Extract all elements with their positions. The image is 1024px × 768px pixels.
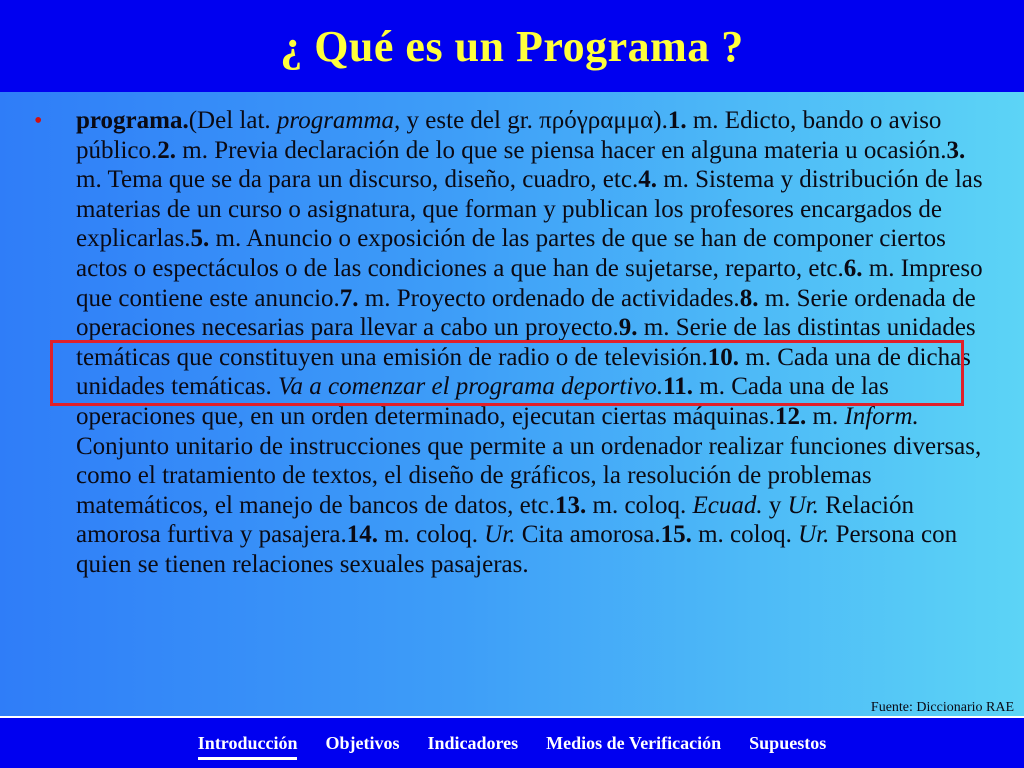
usage-example: Va a comenzar el programa deportivo. <box>278 373 664 401</box>
def-text: y este del gr. πρόγραμμα). <box>400 107 668 134</box>
def-text: m. coloq. <box>586 491 693 519</box>
sense-number: 2. <box>157 136 176 164</box>
def-text: Relación amorosa furtiva y pasajera. <box>76 491 914 549</box>
headword: programa. <box>76 107 189 134</box>
sense-number: 3. <box>946 136 966 164</box>
nav-link-objetivos[interactable]: Objetivos <box>325 733 400 753</box>
sense-number: 14. <box>346 521 378 549</box>
sense-number: 9. <box>618 314 638 342</box>
sense-number: 13. <box>555 491 587 519</box>
def-text: m. Sistema y distribución de las materias de un curso o asignatura, que forman y publican los profesores encargados de explicarlas. <box>76 166 983 253</box>
sense-number: 15. <box>660 521 692 549</box>
field-abbreviation: Inform. <box>844 402 919 430</box>
def-text: Cita amorosa. <box>515 521 661 549</box>
def-text: m. <box>806 402 845 430</box>
region-abbreviation: Ur. <box>787 491 819 519</box>
def-text: m. coloq. <box>691 521 799 549</box>
title-bar <box>0 0 1024 92</box>
sense-number: 4. <box>638 166 657 194</box>
def-text: m. Previa declaración de lo que se piensa hacer en alguna materia u ocasión. <box>176 136 947 164</box>
nav-link-indicadores[interactable]: Indicadores <box>427 733 519 753</box>
sense-number: 6. <box>843 254 863 282</box>
nav-link-medios-de-verificacion[interactable]: Medios de Verificación <box>546 733 722 753</box>
nav-bar <box>0 716 1024 768</box>
sense-number: 8. <box>739 284 759 312</box>
sense-number: 1. <box>667 107 687 134</box>
sense-number: 7. <box>339 284 359 312</box>
latin-term: programma, <box>276 107 401 134</box>
highlight-box <box>50 340 964 406</box>
def-text: m. Tema que se da para un discurso, diseño, cuadro, etc. <box>76 166 639 194</box>
def-text: m. Impreso que contiene este anuncio. <box>76 254 983 312</box>
def-text: m. Anuncio o exposición de las partes de que se han de componer ciertos actos o espectáculos o de las condiciones a que han de sujetarse, reparto, etc. <box>76 225 946 282</box>
def-text: Persona con quien se tienen relaciones sexuales pasajeras. <box>76 521 958 578</box>
bullet-icon: • <box>34 108 43 134</box>
def-text: m. coloq. <box>377 521 485 549</box>
def-text: Conjunto unitario de instrucciones que permite a un ordenador realizar funciones diversas, como el tratamiento de textos, el diseño de gráficos, la resolución de problemas matemáticos, el manejo de bancos de datos, etc. <box>76 432 982 519</box>
def-text: m. Cada una de dichas unidades temáticas. <box>76 343 971 401</box>
def-text: y <box>762 491 788 519</box>
region-abbreviation: Ur. <box>484 521 516 549</box>
nav-link-introduccion[interactable]: Introducción <box>198 733 298 760</box>
region-abbreviation: Ur. <box>798 521 830 549</box>
source-note: Fuente: Diccionario RAE <box>870 700 1014 715</box>
def-text: m. Serie ordenada de operaciones necesarias para llevar a cabo un proyecto. <box>76 284 976 342</box>
sense-number: 12. <box>775 402 807 430</box>
def-text: m. Cada una de las operaciones que, en un orden determinado, ejecutan ciertas máquinas. <box>76 373 889 430</box>
def-text: m. Proyecto ordenado de actividades. <box>358 284 740 312</box>
sense-number: 10. <box>707 343 740 371</box>
nav-links <box>0 718 1024 760</box>
region-abbreviation: Ecuad. <box>692 491 763 519</box>
slide-title: ¿ Qué es un Programa ? <box>280 21 744 71</box>
sense-number: 5. <box>190 225 210 253</box>
def-text: (Del lat. <box>188 107 277 134</box>
nav-link-supuestos[interactable]: Supuestos <box>749 733 827 753</box>
def-text: m. Serie de las distintas unidades temáticas que constituyen una emisión de radio o de televisión. <box>76 314 976 371</box>
def-text: m. Edicto, bando o aviso público. <box>76 107 942 164</box>
sense-number: 11. <box>663 373 694 401</box>
content-area <box>0 92 1024 716</box>
